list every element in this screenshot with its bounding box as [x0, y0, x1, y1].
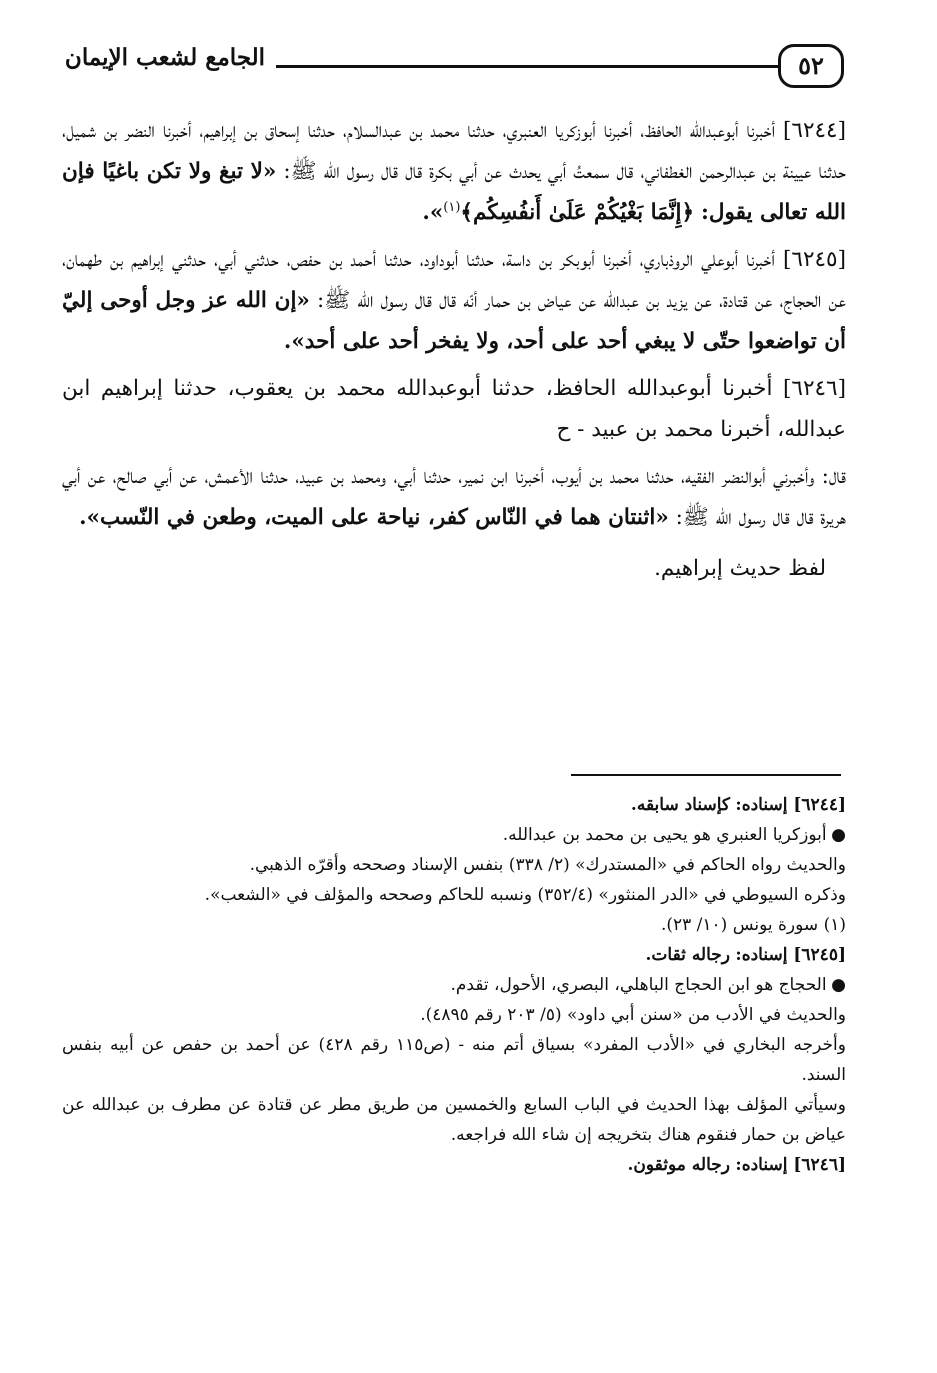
closing-remark: لفظ حديث إبراهيم.: [654, 556, 826, 581]
bullet-icon: ●: [831, 975, 846, 995]
hadith-isnad: أخبرنا أبوعبدالله الحافظ، حدثنا أبوعبدالله محمد بن يعقوب، حدثنا إبراهيم ابن عبدالله، أخبرنا محمد بن عبيد - ح: [62, 376, 846, 442]
note-line: [62, 940, 846, 970]
note-label: [٦٢٤٦] إسناده:: [735, 1155, 846, 1175]
note-text: رجاله موثقون.: [627, 1155, 731, 1175]
note-text: وأخرجه البخاري في «الأدب المفرد» بسياق أتم منه - (ص١١٥ رقم ٤٢٨) عن أحمد بن حفص عن أبيه بنفس السند.: [62, 1035, 846, 1085]
note-label: [٦٢٤٤] إسناده:: [735, 795, 846, 815]
hadith-number: [٦٢٤٦]: [783, 376, 846, 401]
hadith-6246-second-chain: [62, 456, 846, 538]
note-text: أبوزكريا العنبري هو يحيى بن محمد بن عبدالله.: [502, 825, 827, 845]
note-text: (١) سورة يونس (١٠/ ٢٣).: [660, 915, 846, 935]
note-line: [62, 850, 846, 880]
hadith-number: [٦٢٤٤]: [783, 118, 846, 143]
page-header: [0, 36, 937, 96]
hadith-matn-end: ».: [422, 200, 444, 225]
note-line: [62, 1030, 846, 1090]
note-text: وذكره السيوطي في «الدر المنثور» (٣٥٢/٤) ونسبه للحاكم وصححه والمؤلف في «الشعب».: [204, 885, 846, 905]
note-text: والحديث رواه الحاكم في «المستدرك» (٢/ ٣٣٨) بنفس الإسناد وصححه وأقرّه الذهبي.: [249, 855, 846, 875]
book-title: الجامع لشعب الإيمان: [64, 44, 266, 71]
bullet-icon: ●: [831, 825, 846, 845]
footnote-ref: (١): [443, 199, 461, 215]
note-line: [62, 970, 846, 1000]
hadith-6245: [62, 239, 846, 362]
note-line: [62, 1000, 846, 1030]
hadith-number: [٦٢٤٥]: [783, 247, 846, 272]
hadith-isnad: أخبرنا أبوعبدالله الحافظ، أخبرنا أبوزكريا العنبري، حدثنا محمد بن عبدالسلام، حدثنا إسحاق بن إبراهيم، أخبرنا النضر بن شميل، حدثنا عيينة بن عبدالرحمن الغطفاني، قال سمعتُ أبي يحدث عن أبي بكرة قال قال رسول الله ﷺ:: [62, 118, 847, 184]
note-line: [62, 880, 846, 910]
note-text: كإسناد سابقه.: [630, 795, 731, 815]
note-line: [62, 910, 846, 940]
main-text: [62, 110, 846, 595]
quran-verse: ﴿إِنَّمَا بَغْيُكُمْ عَلَىٰ أَنفُسِكُم﴾: [460, 200, 695, 225]
footnotes: [62, 790, 846, 1180]
hadith-6244: [62, 110, 846, 233]
page-number: ٥٢: [778, 44, 844, 88]
note-line: [62, 820, 846, 850]
hadith-isnad: قال: وأخبرني أبوالنضر الفقيه، حدثنا محمد بن أيوب، أخبرنا ابن نمير، حدثنا أبي، ومحمد بن عبيد، حدثنا الأعمش، عن أبي صالح، عن أبي هريرة قال قال رسول الله ﷺ:: [62, 464, 846, 530]
note-text: رجاله ثقات.: [645, 945, 731, 965]
header-rule: [276, 65, 778, 68]
note-line: [62, 1150, 846, 1180]
note-text: الحجاج هو ابن الحجاج الباهلي، البصري، الأحول، تقدم.: [450, 975, 827, 995]
note-line: [62, 790, 846, 820]
note-label: [٦٢٤٥] إسناده:: [735, 945, 846, 965]
note-text: والحديث في الأدب من «سنن أبي داود» (٥/ ٢٠٣ رقم ٤٨٩٥).: [420, 1005, 846, 1025]
hadith-6246: [62, 368, 846, 450]
footnote-rule: [571, 774, 841, 776]
hadith-isnad: أخبرنا أبوعلي الروذباري، أخبرنا أبوبكر بن داسة، حدثنا أبوداود، حدثنا أحمد بن حفص، حدثني أبي، حدثني إبراهيم بن طهمان، عن الحجاج، عن قتادة، عن يزيد بن عبدالله عن عياض بن حمار أنّه قال قال رسول الله ﷺ:: [62, 247, 846, 313]
hadith-matn: «اثنتان هما في النّاس كفر، نياحة على الميت، وطعن في النّسب».: [79, 505, 669, 530]
note-line: [62, 1090, 846, 1150]
hadith-matn: «لا تبغ ولا تكن باغيًا فإن الله تعالى يقول:: [62, 159, 846, 225]
note-text: وسيأتي المؤلف بهذا الحديث في الباب السابع والخمسين من طريق مطر عن قتادة عن مطرف بن عبدالله عن عياض بن حمار فنقوم هناك بتخريجه إن شاء الله فراجعه.: [62, 1095, 846, 1145]
hadith-matn: «إن الله عز وجل أوحى إليّ أن تواضعوا حتّى لا يبغي أحد على أحد، ولا يفخر أحد على أحد».: [62, 288, 846, 354]
